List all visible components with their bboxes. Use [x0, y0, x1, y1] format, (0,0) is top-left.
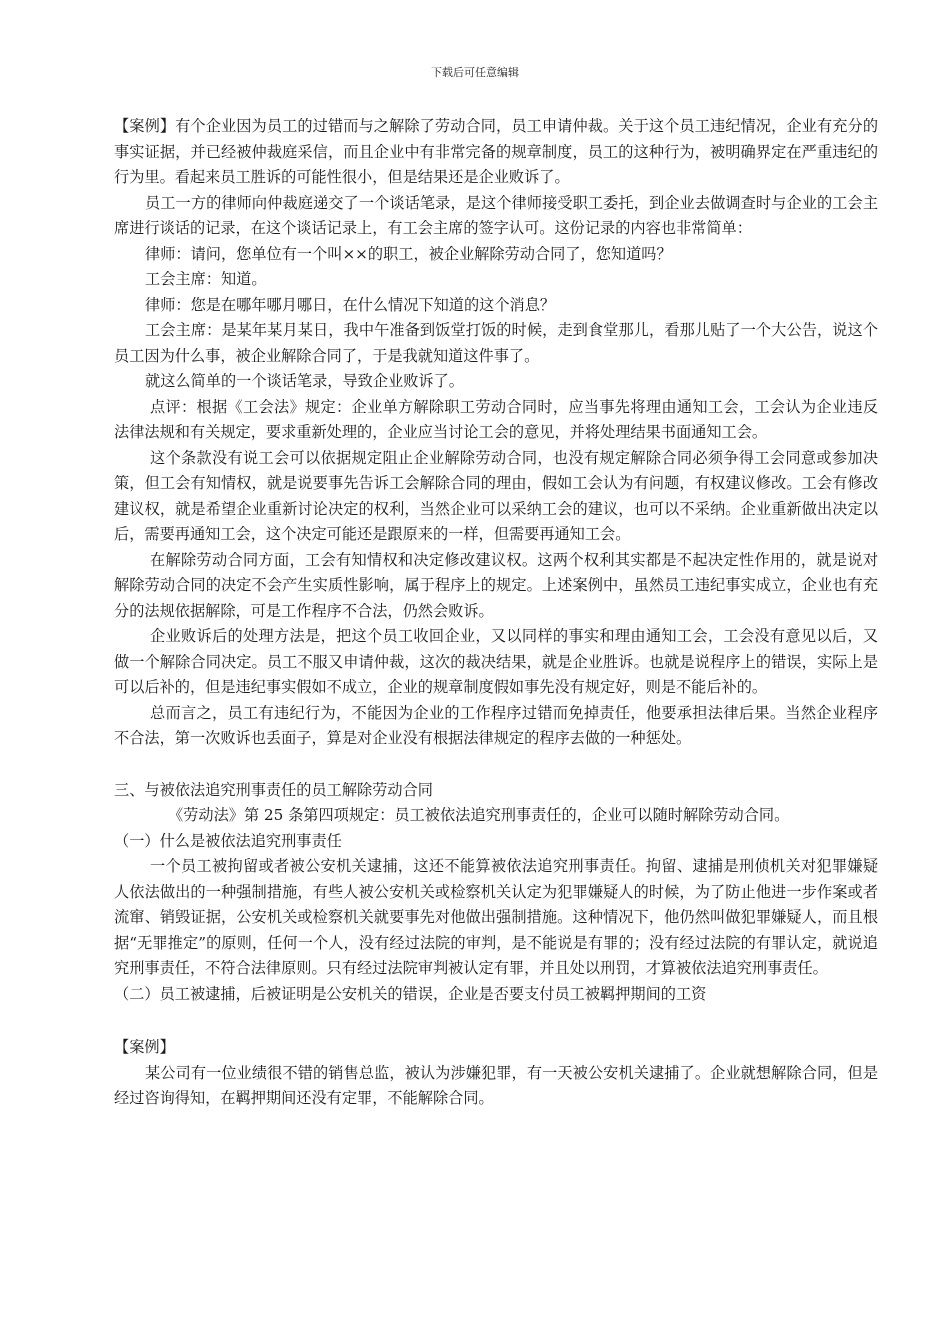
subsection-heading-2: （二）员工被逮捕，后被证明是公安机关的错误，企业是否要支付员工被羁押期间的工资 [114, 984, 707, 1003]
dialogue-lawyer-question-1: 律师：请问，您单位有一个叫××的职工，被企业解除劳动合同了，您知道吗？ [145, 244, 672, 263]
case-sales-director-paragraph: 某公司有一位业绩很不错的销售总监，被认为涉嫌犯罪，有一天被公安机关逮捕了。企业就想解除合同，但是经过咨询得知，在羁押期间还没有定罪，不能解除合同。 [114, 1063, 878, 1107]
dialogue-lawyer-question-2: 律师：您是在哪年哪月哪日，在什么情况下知道的这个消息？ [145, 295, 556, 314]
case-result-paragraph: 就这么简单的一个谈话笔录，导致企业败诉了。 [145, 372, 464, 390]
case-label: 【案例】 [114, 1038, 175, 1056]
page-header: 下载后可任意编辑 [431, 66, 519, 79]
lawyer-record-paragraph: 员工一方的律师向仲裁庭递交了一个谈话笔录，是这个律师接受职工委托，到企业去做调查时与企业的工会主席进行谈话的记录，在这个谈话记录上，有工会主席的签字认可。这份记录的内容也非常简单： [114, 193, 878, 237]
remedy-paragraph: 企业败诉后的处理方法是，把这个员工收回企业，又以同样的事实和理由通知工会，工会没有意见以后，又做一个解除合同决定。员工不服又申请仲裁，这次的裁决结果，就是企业胜诉。也就是说程序上的错误，实际上是可以后补的，但是违纪事实假如不成立，企业的规章制度假如事先没有规定好，则是不能后补的。 [114, 627, 878, 696]
summary-paragraph: 总而言之，员工有违纪行为，不能因为企业的工作程序过错而免掉责任，他要承担法律后果。当然企业程序不合法，第一次败诉也丢面子，算是对企业没有根据法律规定的程序去做的一种惩处。 [114, 703, 878, 747]
dialogue-union-answer-2: 工会主席：是某年某月某日，我中午准备到饭堂打饭的时候，走到食堂那儿，看那儿贴了一个大公告，说这个员工因为什么事，被企业解除合同了，于是我就知道这件事了。 [114, 321, 878, 365]
labor-law-article-paragraph: 《劳动法》第 25 条第四项规定：员工被依法追究刑事责任的，企业可以随时解除劳动合同。 [168, 806, 790, 824]
union-rights-paragraph: 这个条款没有说工会可以依据规定阻止企业解除劳动合同，也没有规定解除合同必须争得工会同意或参加决策，但工会有知情权，就是说要事先告诉工会解除合同的理由，假如工会认为有问题，有权建议修改。工会有修改建议权，就是希望企业重新讨论决定的权利，当然企业可以采纳工会的建议，也可以不采纳。企业重新做出决定以后，需要再通知工会，这个决定可能还是跟原来的一样，但需要再通知工会。 [114, 448, 878, 543]
criminal-liability-paragraph: 一个员工被拘留或者被公安机关逮捕，这还不能算被依法追究刑事责任。拘留、逮捕是刑侦机关对犯罪嫌疑人依法做出的一种强制措施，有些人被公安机关或检察机关认定为犯罪嫌疑人的时候，为了防止他进一步作案或者流窜、销毁证据，公安机关或检察机关就要事先对他做出强制措施。这种情况下，他仍然叫做犯罪嫌疑人，而且根据“无罪推定”的原则，任何一个人，没有经过法院的审判，是不能说是有罪的；没有经过法院的有罪认定，就说追究刑事责任，不符合法律原则。只有经过法院审判被认定有罪，并且处以刑罚，才算被依法追究刑事责任。 [114, 857, 878, 977]
subsection-heading-1: （一）什么是被依法追究刑事责任 [114, 831, 342, 850]
dialogue-union-answer-1: 工会主席：知道。 [145, 270, 267, 288]
procedure-paragraph: 在解除劳动合同方面，工会有知情权和决定修改建议权。这两个权利其实都是不起决定性作用的，就是说对解除劳动合同的决定不会产生实质性影响，属于程序上的规定。上述案例中，虽然员工违纪事实成立，企业也有充分的法规依据解除，可是工作程序不合法，仍然会败诉。 [114, 550, 878, 620]
case-intro-paragraph: 【案例】有个企业因为员工的过错而与之解除了劳动合同，员工申请仲裁。关于这个员工违纪情况，企业有充分的事实证据，并已经被仲裁庭采信，而且企业中有非常完备的规章制度，员工的这种行为，被明确界定在严重违纪的行为里。看起来员工胜诉的可能性很小，但是结果还是企业败诉了。 [114, 117, 878, 186]
section-heading-3: 三、与被依法追究刑事责任的员工解除劳动合同 [114, 780, 433, 799]
document-body [114, 114, 878, 1112]
commentary-paragraph: 点评：根据《工会法》规定：企业单方解除职工劳动合同时，应当事先将理由通知工会，工会认为企业违反法律法规和有关规定，要求重新处理的，企业应当讨论工会的意见，并将处理结果书面通知工会。 [114, 397, 878, 441]
